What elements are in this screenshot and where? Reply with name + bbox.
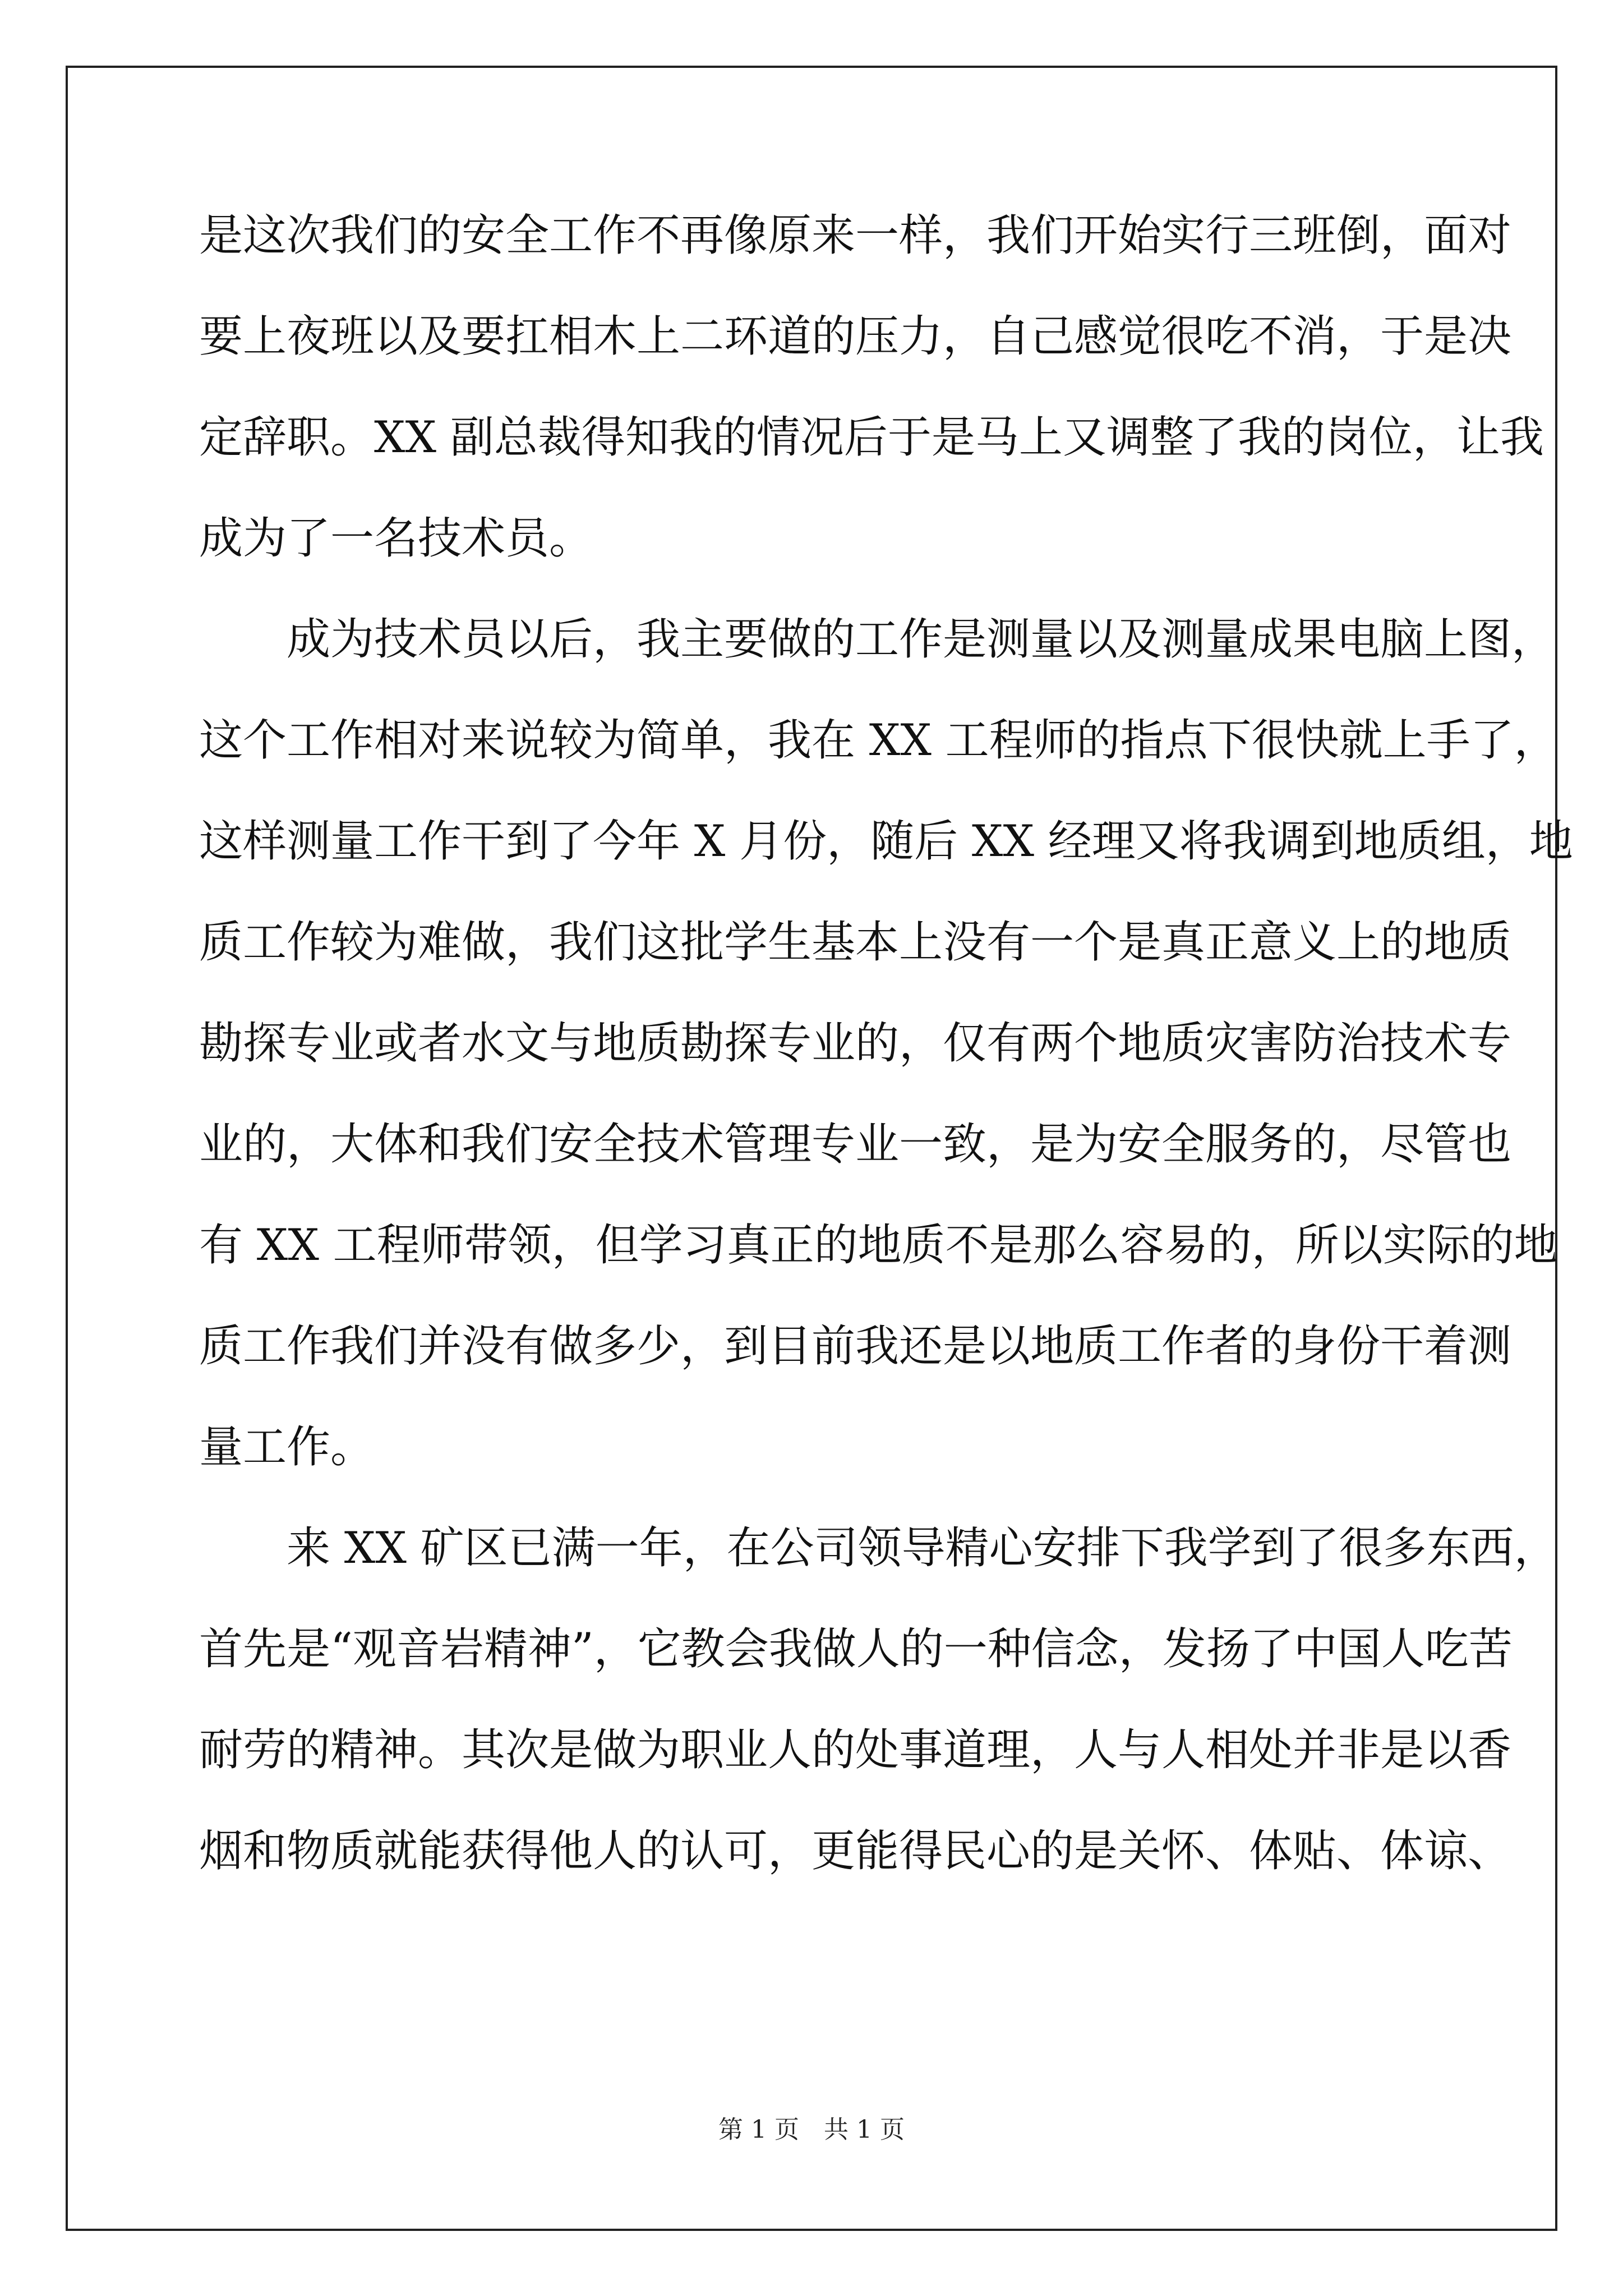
document-body (199, 210, 1573, 1927)
text-line: 定辞职。XX 副总裁得知我的情况后于是马上又调整了我的岗位，让我 (199, 412, 1544, 463)
text-line: 这个工作相对来说较为简单，我在 XX 工程师的指点下很快就上手了， (199, 715, 1558, 766)
page-footer: 第 1 页 共 1 页 (718, 2115, 905, 2144)
text-line: 这样测量工作干到了今年 X 月份，随后 XX 经理又将我调到地质组，地 (199, 816, 1573, 867)
text-line: 烟和物质就能获得他人的认可，更能得民心的是关怀、体贴、体谅、 (199, 1826, 1512, 1876)
text-line: 勘探专业或者水文与地质勘探专业的，仅有两个地质灾害防治技术专 (199, 1018, 1512, 1069)
text-line: 成为了一名技术员。 (199, 513, 593, 564)
text-line: 是这次我们的安全工作不再像原来一样，我们开始实行三班倒，面对 (199, 210, 1512, 261)
text-line: 耐劳的精神。其次是做为职业人的处事道理，人与人相处并非是以香 (199, 1725, 1512, 1775)
text-line: 要上夜班以及要扛相木上二环道的压力，自己感觉很吃不消，于是决 (199, 311, 1512, 362)
text-line: 质工作我们并没有做多少，到目前我还是以地质工作者的身份干着测 (199, 1321, 1512, 1372)
text-line: 质工作较为难做，我们这批学生基本上没有一个是真正意义上的地质 (199, 917, 1512, 968)
text-line: 有 XX 工程师带领，但学习真正的地质不是那么容易的，所以实际的地 (199, 1220, 1558, 1271)
text-line: 来 XX 矿区已满一年，在公司领导精心安排下我学到了很多东西， (287, 1523, 1558, 1573)
text-line: 量工作。 (199, 1422, 375, 1473)
text-line: 成为技术员以后，我主要做的工作是测量以及测量成果电脑上图， (287, 614, 1556, 665)
text-line: 业的，大体和我们安全技术管理专业一致，是为安全服务的，尽管也 (199, 1119, 1512, 1170)
text-line: 首先是“观音岩精神”，它教会我做人的一种信念，发扬了中国人吃苦 (199, 1624, 1513, 1674)
